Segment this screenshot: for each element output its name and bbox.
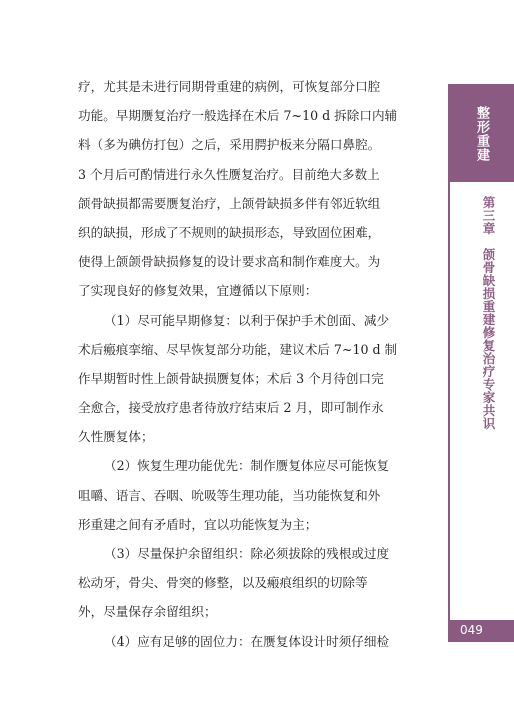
page-number: 049 (460, 623, 483, 637)
text-line: 松动牙，骨尖、骨突的修整，以及瘢痕组织的切除等 (78, 575, 368, 591)
text-line: 织的缺损，形成了不规则的缺损形态，导致固位困难， (78, 224, 381, 240)
text-line: 3 个月后可酌情进行永久性赝复治疗。目前绝大多数上 (78, 166, 380, 182)
text-line: 疗，尤其是未进行同期骨重建的病例，可恢复部分口腔 (78, 79, 381, 94)
text-line: 全愈合，接受放疗患者待放疗结束后 2 月，即可制作永 (78, 400, 384, 416)
text-line: 术后瘢痕挛缩、尽早恢复部分功能，建议术后 7~10 d 制 (78, 341, 398, 357)
text-line: 咀嚼、语言、吞咽、吮吸等生理功能，当功能恢复和外 (78, 487, 381, 503)
section-tab (448, 84, 514, 182)
text-line: 形重建之间有矛盾时，宜以功能恢复为主； (78, 516, 318, 532)
text-line: 料（多为碘仿打包）之后，采用腭护板来分隔口鼻腔。 (78, 137, 381, 153)
text-line: 外，尽量保存余留组织； (78, 604, 217, 620)
text-line: 了实现良好的修复效果，宜遵循以下原则： (78, 283, 318, 299)
body-text (78, 72, 424, 656)
sidebar-divider (448, 182, 450, 622)
principle-3-heading-line: （3）尽量保护余留组织：除必须拔除的残根或过度 (104, 546, 390, 561)
sidebar (448, 0, 514, 722)
text-line: 颌骨缺损都需要赝复治疗，上颌骨缺损多伴有邻近软组 (78, 195, 381, 211)
text-line: 作早期暂时性上颌骨缺损赝复体；术后 3 个月待创口完 (78, 370, 384, 386)
principle-1-heading-line: （1）尽可能早期修复：以利于保护手术创面、减少 (104, 312, 390, 328)
chapter-title: 第三章 颌骨缺损重建修复治疗专家共识 (481, 196, 496, 430)
section-label: 整形重建 (474, 106, 489, 162)
text-line: 使得上颌颌骨缺损修复的设计要求高和制作难度大。为 (78, 254, 381, 270)
text-line: 久性赝复体； (78, 429, 154, 445)
page-number-box (448, 620, 514, 642)
principle-2-heading-line: （2）恢复生理功能优先：制作赝复体应尽可能恢复 (104, 458, 390, 474)
principle-4-heading-line: （4）应有足够的固位力：在赝复体设计时须仔细检 (104, 633, 390, 649)
text-line: 功能。早期赝复治疗一般选择在术后 7~10 d 拆除口内辅 (78, 108, 398, 124)
